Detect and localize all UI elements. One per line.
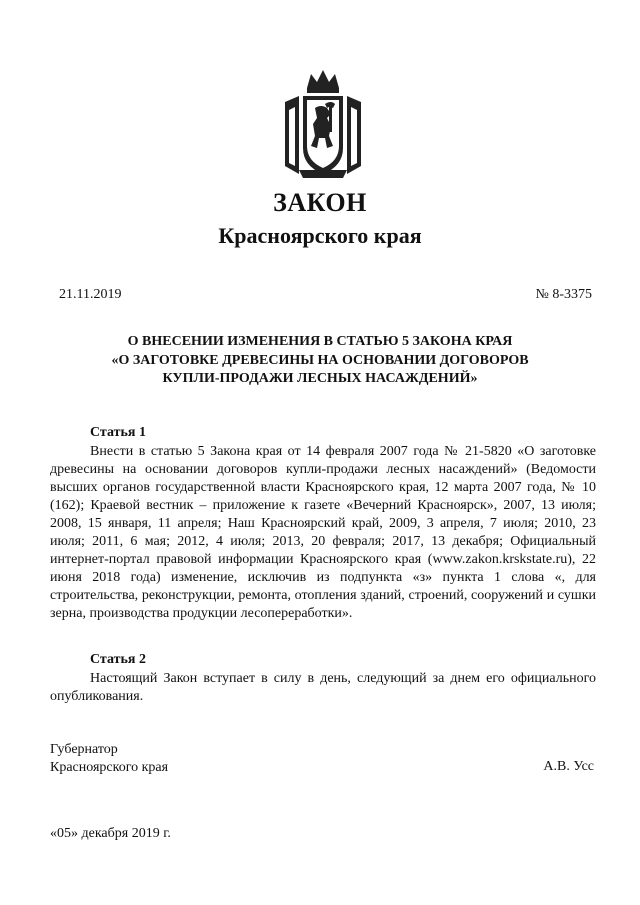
article-2-title: Статья 2 xyxy=(90,652,146,667)
signing-date: «05» декабря 2019 г. xyxy=(50,826,171,841)
heading-line: КУПЛИ-ПРОДАЖИ ЛЕСНЫХ НАСАЖДЕНИЙ» xyxy=(162,371,478,386)
law-date: 21.11.2019 xyxy=(59,287,122,302)
law-title: ЗАКОН xyxy=(273,188,367,217)
article-1-text: Внести в статью 5 Закона края от 14 февраля 2007 года № 21-5820 «О заготовке древесины на основании договоров купли-продажи лесных насаждений» (Ведомости высших органов государственной власти Красноярского края, 12 марта 2007 года, № 10 (162); Краевой вестник – приложение к газете «Вечерний Красноярск», 2007, 13 июля; 2008, 15 января, 11 апреля; Наш Красноярский край, 2009, 3 апреля, 7 июля; 2010, 23 июля; 2011, 6 мая; 2012, 4 июля; 2013, 20 февраля; 2017, 13 декабря; Официальный интернет-портал правовой информации Красноярского края (www.zakon.krskstate.ru), 22 июня 2018 года) изменение, исключив из подпункта «з» пункта 1 слова «, для строительства, реконструкции, ремонта, отопления зданий, строений, сооружений и сушки зерна, производства продукции лесопереработки». xyxy=(50,444,596,621)
law-heading xyxy=(0,333,640,389)
signatory-position xyxy=(50,741,168,777)
region-title: Красноярского края xyxy=(218,223,422,248)
article-2-text: Настоящий Закон вступает в силу в день, следующий за днем его официального опубликования. xyxy=(50,671,596,704)
position-line: Губернатор xyxy=(50,742,118,757)
law-number: № 8-3375 xyxy=(535,287,592,302)
article-1-title: Статья 1 xyxy=(90,425,146,440)
heading-line: О ВНЕСЕНИИ ИЗМЕНЕНИЯ В СТАТЬЮ 5 ЗАКОНА КРАЯ xyxy=(127,334,513,349)
position-line: Красноярского края xyxy=(50,760,169,775)
heading-line: «О ЗАГОТОВКЕ ДРЕВЕСИНЫ НА ОСНОВАНИИ ДОГОВОРОВ xyxy=(111,352,529,368)
coat-of-arms-icon xyxy=(281,66,365,182)
signatory-name: А.В. Усс xyxy=(543,759,594,774)
